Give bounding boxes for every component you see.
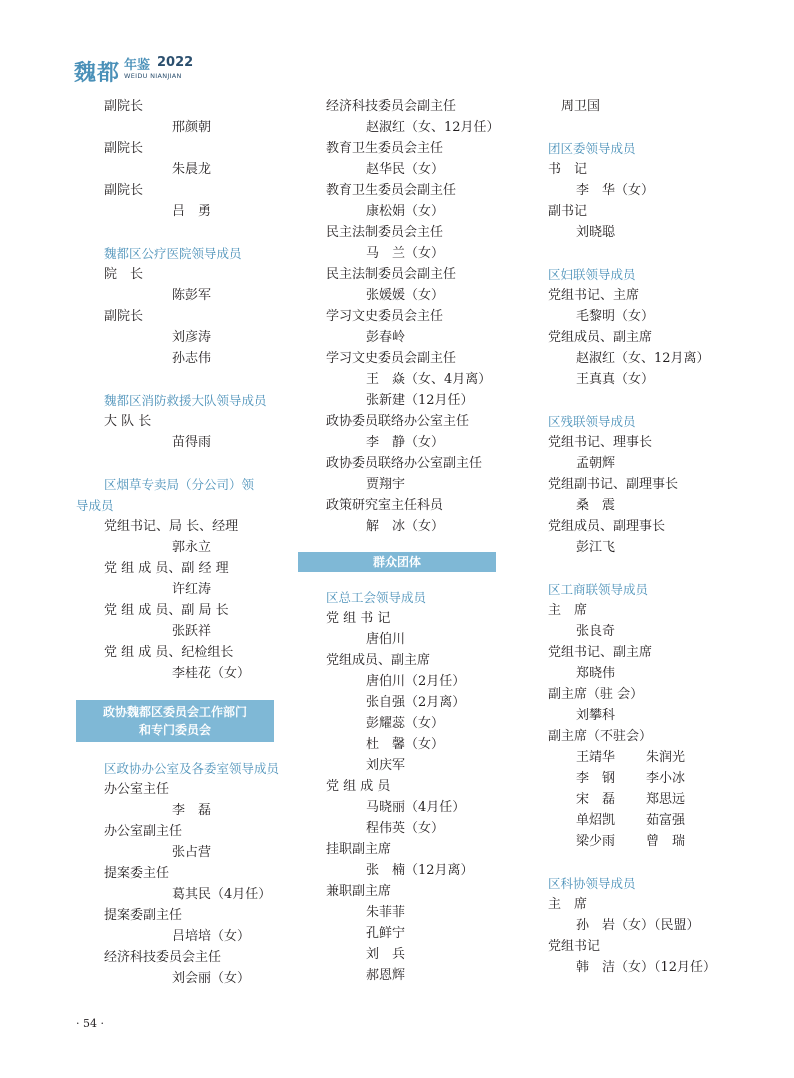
person-pair [520, 810, 740, 831]
person: 单炤凯 [576, 813, 616, 828]
logo-year-number: 2022 [157, 55, 194, 70]
role: 办公室主任 [104, 782, 170, 797]
person: 唐伯川（2月任） [366, 674, 466, 689]
banner-line: 和专门委员会 [138, 723, 211, 737]
person: 梁少雨 [576, 834, 616, 849]
person-pair [520, 789, 740, 810]
person: 宋 磊 [576, 792, 616, 807]
person: 彭春岭 [366, 330, 406, 345]
person: 吕 勇 [172, 204, 212, 219]
section-heading: 区工商联领导成员 [548, 582, 649, 597]
person: 王 焱（女、4月离） [366, 372, 492, 387]
person: 茹富强 [646, 813, 686, 828]
person: 张 楠（12月离） [366, 863, 474, 878]
person: 李 钢 [576, 771, 616, 786]
section-heading-cont: 导成员 [76, 498, 114, 513]
role: 党组书记、理事长 [548, 435, 653, 450]
role: 党组成员、副主席 [326, 653, 431, 668]
person: 韩 洁（女）（12月任） [576, 960, 717, 975]
person: 许红涛 [172, 582, 212, 597]
person: 毛黎明（女） [576, 309, 655, 324]
logo-year-mark: 年鉴 [124, 58, 151, 73]
role: 提案委主任 [104, 866, 170, 881]
role: 副院长 [104, 141, 144, 156]
person-pair [520, 831, 740, 852]
banner-line: 群众团体 [372, 555, 421, 569]
category-banner [298, 552, 496, 572]
person: 苗得雨 [172, 435, 212, 450]
role: 党组成员、副主席 [548, 330, 653, 345]
person: 孔鲜宁 [366, 926, 406, 941]
section-heading: 魏都区公疗医院领导成员 [104, 246, 242, 261]
person: 刘 兵 [366, 947, 406, 962]
person: 孙 岩（女）（民盟） [576, 918, 700, 933]
person: 邢颜朝 [172, 120, 212, 135]
person: 赵淑红（女、12月离） [576, 351, 710, 366]
person: 张良奇 [576, 624, 616, 639]
role: 副书记 [548, 204, 588, 219]
person-pair [520, 747, 740, 768]
person: 张媛媛（女） [366, 288, 445, 303]
role: 副主席（不驻会） [548, 729, 653, 744]
role: 副院长 [104, 309, 144, 324]
logo-title: 魏都 [74, 61, 121, 86]
role: 党组成员、副理事长 [548, 519, 666, 534]
role: 院 长 [104, 267, 144, 282]
person: 孟朝辉 [576, 456, 616, 471]
person: 李小冰 [646, 771, 686, 786]
role: 办公室副主任 [104, 824, 183, 839]
role: 学习文史委员会副主任 [326, 351, 457, 366]
role: 挂职副主席 [326, 842, 392, 857]
role: 副院长 [104, 183, 144, 198]
role: 党 组 成 员、副 局 长 [104, 603, 229, 618]
person: 朱菲菲 [366, 905, 406, 920]
person: 李 静（女） [366, 435, 445, 450]
logo-subtitle: WEIDU NIANJIAN [124, 72, 182, 80]
person: 郑晓伟 [576, 666, 616, 681]
person: 张跃祥 [172, 624, 212, 639]
person: 郝恩辉 [366, 968, 406, 983]
role: 民主法制委员会主任 [326, 225, 444, 240]
category-banner [76, 700, 274, 742]
person: 彭江飞 [576, 540, 616, 555]
person: 赵淑红（女、12月任） [366, 120, 500, 135]
role: 党组书记、主席 [548, 288, 640, 303]
person: 孙志伟 [172, 351, 212, 366]
person: 朱润光 [646, 750, 686, 765]
role: 党组书记、副主席 [548, 645, 653, 660]
role: 兼职副主席 [326, 884, 392, 899]
person: 程伟英（女） [366, 821, 445, 836]
person: 马 兰（女） [366, 246, 445, 261]
person: 吕培培（女） [172, 929, 251, 944]
person: 张自强（2月离） [366, 695, 466, 710]
person: 王靖华 [576, 750, 616, 765]
person: 李 磊 [172, 803, 212, 818]
section-heading: 区政协办公室及各委室领导成员 [104, 761, 280, 776]
role: 主 席 [548, 897, 588, 912]
section-heading: 团区委领导成员 [548, 141, 636, 156]
role: 党 组 成 员、纪检组长 [104, 645, 234, 660]
person: 刘庆军 [366, 758, 406, 773]
role: 党 组 书 记 [326, 611, 391, 626]
person: 刘彦涛 [172, 330, 212, 345]
role: 党组副书记、副理事长 [548, 477, 679, 492]
person: 唐伯川 [366, 632, 406, 647]
role: 经济科技委员会主任 [104, 950, 222, 965]
person: 郑思远 [646, 792, 686, 807]
role: 民主法制委员会副主任 [326, 267, 457, 282]
person: 李桂花（女） [172, 666, 251, 681]
section-heading: 区烟草专卖局（分公司）领 [104, 477, 255, 492]
person-pair [520, 768, 740, 789]
person: 赵华民（女） [366, 162, 445, 177]
person: 马晓丽（4月任） [366, 800, 466, 815]
page-number: · 54 · [76, 1017, 104, 1030]
role: 政协委员联络办公室主任 [326, 414, 470, 429]
role: 学习文史委员会主任 [326, 309, 444, 324]
person: 桑 震 [576, 498, 616, 513]
column-right [520, 96, 740, 978]
role: 书 记 [548, 162, 588, 177]
column-left [76, 96, 280, 989]
person: 杜 馨（女） [366, 737, 445, 752]
role: 副院长 [104, 99, 144, 114]
role: 党 组 成 员 [326, 779, 391, 794]
person: 曾 瑞 [646, 834, 686, 849]
column-middle [298, 96, 498, 986]
section-heading: 魏都区消防救援大队领导成员 [104, 393, 267, 408]
role: 党 组 成 员、副 经 理 [104, 561, 229, 576]
role: 提案委副主任 [104, 908, 183, 923]
person: 王真真（女） [576, 372, 655, 387]
role: 大 队 长 [104, 414, 152, 429]
person: 张占营 [172, 845, 212, 860]
role: 政策研究室主任科员 [326, 498, 444, 513]
person: 李 华（女） [576, 183, 655, 198]
person: 张新建（12月任） [366, 393, 474, 408]
role: 党组书记 [548, 939, 601, 954]
role: 政协委员联络办公室副主任 [326, 456, 483, 471]
person: 解 冰（女） [366, 519, 445, 534]
role: 教育卫生委员会副主任 [326, 183, 457, 198]
section-heading: 区总工会领导成员 [326, 590, 427, 605]
person: 郭永立 [172, 540, 212, 555]
role: 教育卫生委员会主任 [326, 141, 444, 156]
person: 彭耀蕊（女） [366, 716, 445, 731]
person: 刘会丽（女） [172, 971, 251, 986]
person: 刘晓聪 [576, 225, 616, 240]
banner-line: 政协魏都区委员会工作部门 [102, 705, 247, 719]
role: 经济科技委员会副主任 [326, 99, 457, 114]
role: 主 席 [548, 603, 588, 618]
person: 康松娟（女） [366, 204, 445, 219]
person: 朱晨龙 [172, 162, 212, 177]
role: 副主席（驻 会） [548, 687, 644, 702]
person: 贾翔宇 [366, 477, 406, 492]
section-heading: 区残联领导成员 [548, 414, 636, 429]
person: 刘攀科 [576, 708, 616, 723]
person: 葛其民（4月任） [172, 887, 272, 902]
section-heading: 区科协领导成员 [548, 876, 636, 891]
section-heading: 区妇联领导成员 [548, 267, 636, 282]
person: 周卫国 [561, 99, 601, 114]
role: 党组书记、局 长、经理 [104, 519, 239, 534]
person: 陈彭军 [172, 288, 212, 303]
